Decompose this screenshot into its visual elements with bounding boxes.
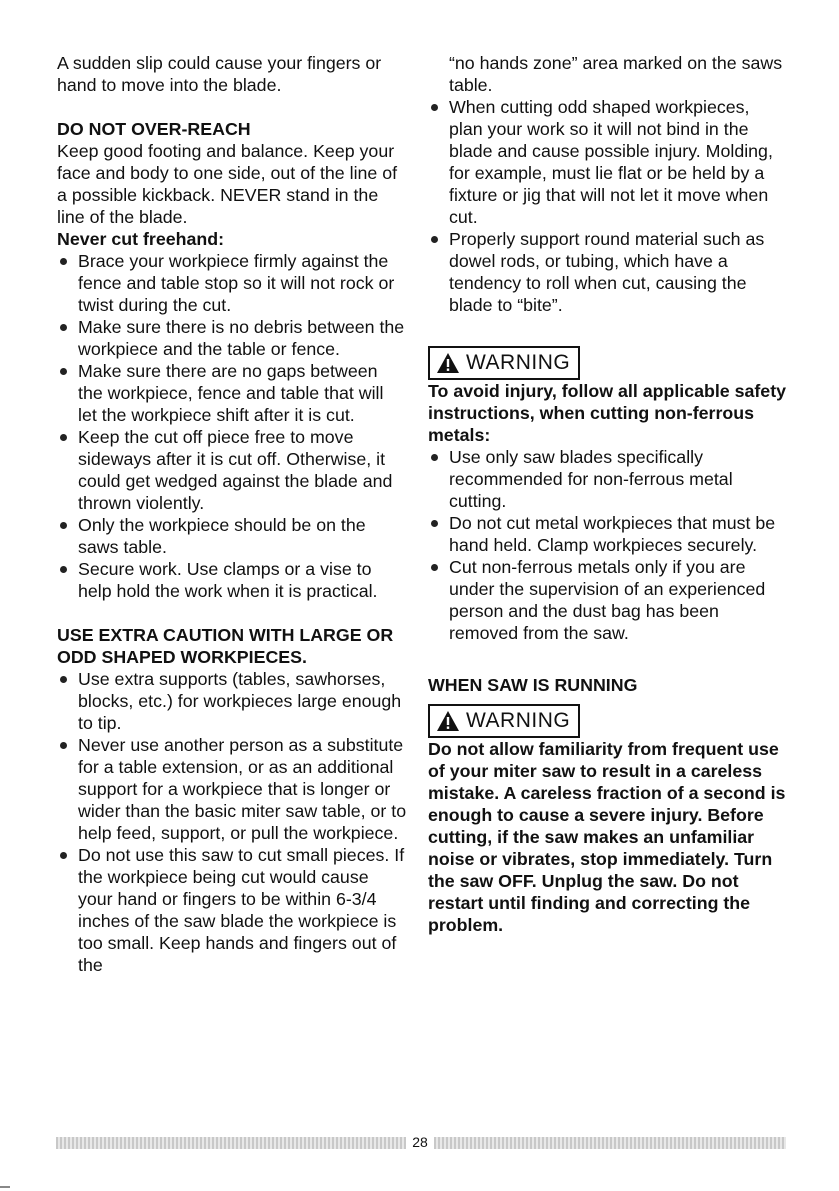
list-item: Keep the cut off piece free to move sideways after it is cut off. Otherwise, it could get wedged against the blade and thrown violently. bbox=[57, 426, 407, 514]
bullet-icon bbox=[60, 676, 67, 683]
nonferrous-heading: To avoid injury, follow all applicable safety instructions, when cutting non-ferrous metals: bbox=[428, 381, 787, 445]
running-heading: WHEN SAW IS RUNNING bbox=[428, 675, 638, 695]
list-item: Make sure there is no debris between the workpiece and the table or fence. bbox=[57, 316, 407, 360]
bullet-icon bbox=[60, 742, 67, 749]
warning-triangle-icon bbox=[436, 352, 460, 374]
list-item: Brace your workpiece firmly against the fence and table stop so it will not rock or twist during the cut. bbox=[57, 250, 407, 316]
list-item: Only the workpiece should be on the saws table. bbox=[57, 514, 407, 558]
freehand-heading: Never cut freehand: bbox=[57, 229, 224, 249]
bullet-icon bbox=[431, 454, 438, 461]
warning-triangle-icon bbox=[436, 710, 460, 732]
bullet-icon bbox=[60, 566, 67, 573]
footer-rule bbox=[56, 1137, 406, 1149]
warning-label: WARNING bbox=[466, 351, 571, 374]
warning-label: WARNING bbox=[466, 709, 571, 732]
freehand-list bbox=[57, 250, 407, 602]
running-warning-text: Do not allow familiarity from frequent use of your miter saw to result in a careless mistake. A careless fraction of a second is enough to cause a severe injury. Before cutting, if the saw makes an unfamiliar noise or vibrates, stop immediately. Turn the saw OFF. Unplug the saw. Do not restart until finding and correcting the problem. bbox=[428, 739, 786, 935]
list-item: Never use another person as a substitute for a table extension, or as an additional support for a workpiece that is longer or wider than the basic miter saw table, or to help feed, support, or pull the workpiece. bbox=[57, 734, 407, 844]
footer-rule bbox=[434, 1137, 786, 1149]
warning-box bbox=[428, 346, 580, 380]
large-workpieces-heading: USE EXTRA CAUTION WITH LARGE OR ODD SHAPED WORKPIECES. bbox=[57, 625, 394, 667]
bullet-icon bbox=[60, 434, 67, 441]
bullet-icon bbox=[431, 236, 438, 243]
odd-shaped-list bbox=[428, 96, 788, 316]
bullet-icon bbox=[60, 368, 67, 375]
bullet-icon bbox=[431, 564, 438, 571]
bullet-icon bbox=[60, 852, 67, 859]
edge-mark bbox=[0, 1186, 10, 1188]
page-number: 28 bbox=[412, 1134, 428, 1150]
bullet-icon bbox=[60, 324, 67, 331]
bullet-icon bbox=[431, 520, 438, 527]
bullet-icon bbox=[60, 522, 67, 529]
right-column bbox=[428, 52, 788, 936]
list-item: Make sure there are no gaps between the workpiece, fence and table that will let the workpiece shift after it is cut. bbox=[57, 360, 407, 426]
overreach-paragraph: Keep good footing and balance. Keep your face and body to one side, out of the line of a possible kickback. NEVER stand in the line of the blade. bbox=[57, 141, 398, 227]
continuation-paragraph: “no hands zone” area marked on the saws table. bbox=[449, 53, 783, 95]
list-item: Use extra supports (tables, sawhorses, blocks, etc.) for workpieces large enough to tip. bbox=[57, 668, 407, 734]
large-workpieces-list bbox=[57, 668, 407, 976]
list-item: Do not cut metal workpieces that must be hand held. Clamp workpieces securely. bbox=[428, 512, 788, 556]
nonferrous-list bbox=[428, 446, 788, 644]
intro-paragraph: A sudden slip could cause your fingers or hand to move into the blade. bbox=[57, 53, 382, 95]
bullet-icon bbox=[431, 104, 438, 111]
list-item: Cut non-ferrous metals only if you are under the supervision of an experienced person and the dust bag has been removed from the saw. bbox=[428, 556, 788, 644]
page-footer bbox=[0, 1133, 839, 1155]
list-item: Properly support round material such as dowel rods, or tubing, which have a tendency to roll when cut, causing the blade to “bite”. bbox=[428, 228, 788, 316]
bullet-icon bbox=[60, 258, 67, 265]
overreach-heading: DO NOT OVER-REACH bbox=[57, 119, 251, 139]
list-item: Secure work. Use clamps or a vise to help hold the work when it is practical. bbox=[57, 558, 407, 602]
list-item: Do not use this saw to cut small pieces. If the workpiece being cut would cause your hand or fingers to be within 6-3/4 inches of the saw blade the workpiece is too small. Keep hands and fingers out of the bbox=[57, 844, 407, 976]
warning-box bbox=[428, 704, 580, 738]
left-column bbox=[57, 52, 407, 976]
list-item: When cutting odd shaped workpieces, plan your work so it will not bind in the blade and cause possible injury. Molding, for example, must lie flat or be held by a fixture or jig that will not let it move when cut. bbox=[428, 96, 788, 228]
list-item: Use only saw blades specifically recommended for non-ferrous metal cutting. bbox=[428, 446, 788, 512]
